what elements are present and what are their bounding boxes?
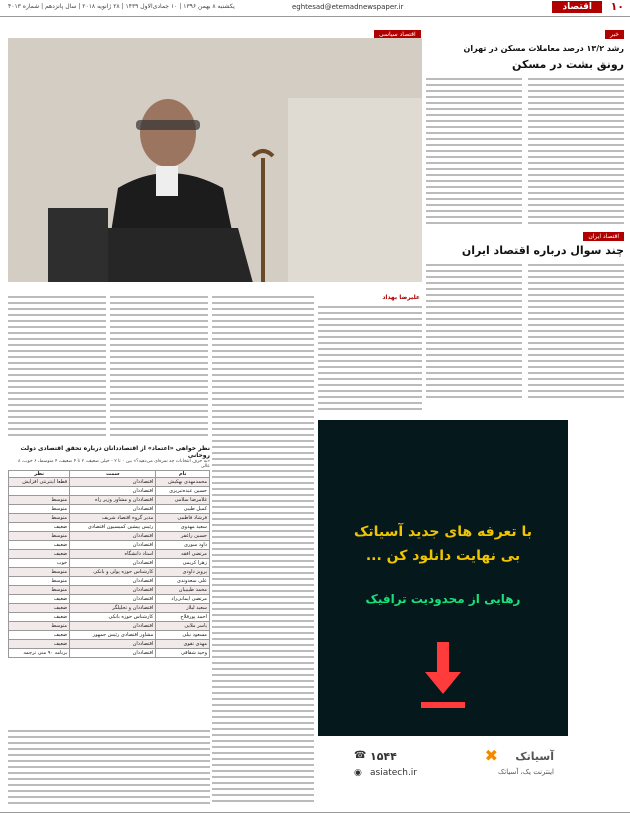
second-column-left — [426, 262, 522, 402]
table-subtitle: «به حرف انتخابات چه نمره‌ای می‌دهید؟» بین ۰ تا ۲ - خیلی ضعیف، ۲ تا ۴ ضعیف، ۴ متوسط، ۶ خوب، ۸ عالی — [17, 459, 210, 469]
table-row — [9, 631, 210, 640]
cell-opinion: ضعیف — [9, 550, 70, 559]
ad-line-2: بی نهایت دانلود کن ... — [365, 548, 521, 564]
table-row — [9, 595, 210, 604]
cell-opinion: متوسط — [9, 505, 70, 514]
table-row — [9, 604, 210, 613]
section-email: eghtesad@etemadnewspaper.ir — [292, 3, 404, 11]
cell-name: مهدی تقوی — [156, 640, 210, 649]
interview-column-1 — [8, 294, 106, 440]
table-row — [9, 586, 210, 595]
note-body — [318, 304, 422, 412]
table-row — [9, 613, 210, 622]
cell-position: مدیر گروه اقتصاد شریف — [70, 514, 156, 523]
cell-opinion: برنامه ۹۰ منی ترجمه — [9, 649, 70, 658]
cell-position: اقتصاددان — [70, 505, 156, 514]
ad-footer — [318, 736, 568, 806]
cell-name: محمد طبیبیان — [156, 586, 210, 595]
cell-position: مشاور اقتصادی رئیس جمهور — [70, 631, 156, 640]
cell-name: مرتضی افقه — [156, 550, 210, 559]
col-position: سمت — [70, 471, 156, 478]
cell-position: استاد دانشگاه — [70, 550, 156, 559]
ad-phone: ۱۵۴۴ — [370, 750, 397, 763]
cell-name: پرویز داودی — [156, 568, 210, 577]
cell-opinion: متوسط — [9, 568, 70, 577]
cell-position: اقتصاددان — [70, 541, 156, 550]
ad-line-1: با تعرفه های جدید آسیاتک — [354, 524, 532, 540]
cell-opinion: قطعا اینترنتی افزایش — [9, 478, 70, 487]
table-row — [9, 649, 210, 658]
cell-name: سعید لیلاز — [156, 604, 210, 613]
cell-name: مسعود نیلی — [156, 631, 210, 640]
section-label: اقتصاد — [552, 1, 602, 13]
cell-position: رئیس پیشین کمیسیون اقتصادی — [70, 523, 156, 532]
news-headline-top: رشد ۱۳/۲ درصد معاملات مسکن در تهران — [463, 44, 624, 53]
dateline: یکشنبه ۸ بهمن ۱۳۹۶ | ۱۰ جمادی‌الاول ۱۴۳۹ | ۲۸ ژانویه ۲۰۱۸ | سال پانزدهم | شماره ۴۰۱۳ — [8, 3, 235, 10]
table-row — [9, 622, 210, 631]
download-arrow-icon — [421, 642, 465, 712]
cell-opinion: ضعیف — [9, 523, 70, 532]
table-row — [9, 577, 210, 586]
news-headline: رونق بشت در مسکن — [512, 58, 624, 71]
cell-opinion: ضعیف — [9, 631, 70, 640]
cell-opinion: ضعیف — [9, 604, 70, 613]
ad-tagline: اینترنت یک، آسیاتک — [498, 768, 554, 776]
table-row — [9, 523, 210, 532]
cell-name: سعید مهدوی — [156, 523, 210, 532]
page-number: ۱۰ — [610, 0, 624, 13]
cell-position: اقتصاددان — [70, 532, 156, 541]
note-author: علیرضا بهداد — [382, 294, 420, 301]
table-row — [9, 559, 210, 568]
cell-position: اقتصاددان — [70, 487, 156, 496]
ad-url[interactable]: asiatech.ir — [370, 768, 417, 778]
cell-name: یاسر ملایی — [156, 622, 210, 631]
cell-opinion: متوسط — [9, 532, 70, 541]
asiatech-logo-icon: ✖ — [484, 746, 498, 765]
cell-position: کارشناس حوزه بانکی — [70, 613, 156, 622]
table-row — [9, 640, 210, 649]
ad-brand: آسیاتک — [515, 750, 554, 763]
cell-name: محمدمهدی بهکیش — [156, 478, 210, 487]
politics-economy-label: اقتصاد سیاسی — [374, 30, 421, 39]
cell-opinion — [9, 487, 70, 496]
table-row — [9, 496, 210, 505]
table-row — [9, 541, 210, 550]
cell-position: اقتصاددان — [70, 640, 156, 649]
cell-position: اقتصاددان و مشاور وزیر راه — [70, 496, 156, 505]
table-title: نظر خواهی «اعتماد» از اقتصاددانان درباره تحقق اقتصادی دولت روحانی — [20, 445, 210, 459]
cell-opinion: متوسط — [9, 577, 70, 586]
col-opinion: نظر — [9, 471, 70, 478]
cell-name: حسین عبده‌تبریزی — [156, 487, 210, 496]
table-row — [9, 514, 210, 523]
interview-column-2 — [110, 294, 208, 440]
table-row — [9, 505, 210, 514]
second-column-right — [528, 262, 624, 402]
table-row — [9, 487, 210, 496]
cell-name: فرشاد فاطمی — [156, 514, 210, 523]
cell-position: اقتصاددان و تحلیلگر — [70, 604, 156, 613]
news-column-left — [426, 76, 522, 226]
cell-name: علی سعدوندی — [156, 577, 210, 586]
cell-opinion: متوسط — [9, 514, 70, 523]
cell-name: زهرا کریمی — [156, 559, 210, 568]
col-name: نام — [156, 471, 210, 478]
interview-photo — [8, 38, 422, 282]
cell-position: اقتصاددان — [70, 559, 156, 568]
iran-economy-label: اقتصاد ایران — [583, 232, 624, 241]
portrait-illustration — [8, 38, 422, 282]
cell-name: وحید شقاقی — [156, 649, 210, 658]
cell-position: اقتصاددان — [70, 478, 156, 487]
cell-opinion: ضعیف — [9, 541, 70, 550]
cell-position: اقتصاددان — [70, 595, 156, 604]
interview-column-3 — [212, 294, 314, 806]
second-headline: چند سوال درباره اقتصاد ایران — [461, 244, 624, 257]
cell-name: احمد پورفلاح — [156, 613, 210, 622]
survey-grid — [8, 470, 210, 658]
cell-name: کمیل طیبی — [156, 505, 210, 514]
cell-opinion: متوسط — [9, 622, 70, 631]
cell-opinion: متوسط — [9, 586, 70, 595]
ad-line-3: رهایی از محدودیت ترافیک — [365, 592, 521, 606]
news-column-right — [528, 76, 624, 226]
cell-position: اقتصاددان — [70, 622, 156, 631]
table-row — [9, 532, 210, 541]
table-row — [9, 550, 210, 559]
interview-column-bottom — [8, 728, 210, 806]
cell-opinion: خوب — [9, 559, 70, 568]
table-row — [9, 478, 210, 487]
cell-position: اقتصاددان — [70, 577, 156, 586]
phone-icon: ☎ — [354, 750, 367, 761]
asiatech-ad[interactable] — [318, 420, 568, 806]
cell-opinion: ضعیف — [9, 595, 70, 604]
cell-opinion: ضعیف — [9, 613, 70, 622]
globe-icon: ◉ — [354, 768, 362, 778]
survey-table — [8, 445, 210, 658]
cell-position: کارشناس حوزه پولی و بانکی — [70, 568, 156, 577]
cell-name: مرتضی ایمانی‌راد — [156, 595, 210, 604]
cell-name: حسین راغفر — [156, 532, 210, 541]
cell-opinion: ضعیف — [9, 640, 70, 649]
cell-name: داود سوری — [156, 541, 210, 550]
table-row — [9, 568, 210, 577]
news-label: خبر — [605, 30, 624, 39]
cell-position: اقتصاددان — [70, 586, 156, 595]
cell-position: اقتصاددان — [70, 649, 156, 658]
cell-opinion: متوسط — [9, 496, 70, 505]
cell-name: غلامرضا سلامی — [156, 496, 210, 505]
